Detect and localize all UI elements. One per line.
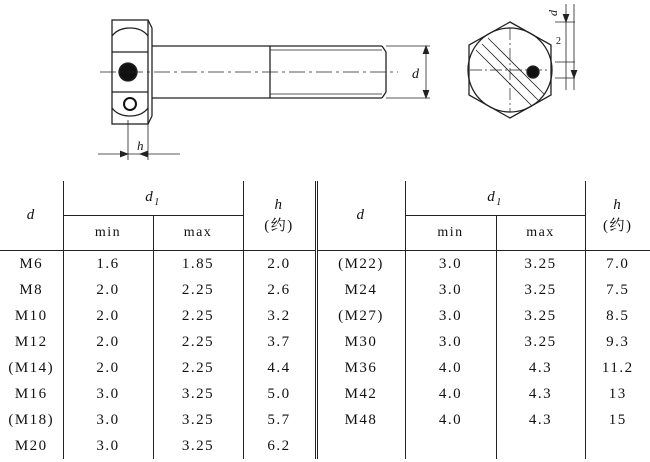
cell-d <box>316 433 405 459</box>
table-row <box>0 251 650 278</box>
header-h-right: h (约) <box>585 181 650 251</box>
cell-h <box>585 433 650 459</box>
cell-max: 4.3 <box>496 355 585 381</box>
cell-h: 5.7 <box>243 407 316 433</box>
bolt-end-view <box>468 22 552 118</box>
cell-h: 2.6 <box>243 277 316 303</box>
table-row <box>0 381 650 407</box>
cell-min: 3.0 <box>405 329 496 355</box>
cell-max: 3.25 <box>496 277 585 303</box>
cell-max <box>496 433 585 459</box>
cell-min: 3.0 <box>405 277 496 303</box>
cell-min: 4.0 <box>405 381 496 407</box>
header-d1: $d_1$ <box>63 181 243 216</box>
cell-d: M36 <box>316 355 405 381</box>
cell-d: (M18) <box>8 411 55 428</box>
header-max: max <box>153 216 243 251</box>
dimension-table <box>0 181 650 459</box>
cell-max: 3.25 <box>153 433 243 459</box>
table-row <box>0 277 650 303</box>
table-row <box>0 303 650 329</box>
table-row <box>0 329 650 355</box>
cell-h: 3.7 <box>243 329 316 355</box>
cell-min: 3.0 <box>405 251 496 278</box>
cell-min: 2.0 <box>63 277 153 303</box>
cell-max: 2.25 <box>153 355 243 381</box>
dim-d-label: d <box>412 67 419 82</box>
header-d-right: d <box>316 181 405 251</box>
header-h: h (约) <box>243 181 316 251</box>
cell-max: 3.25 <box>496 329 585 355</box>
cell-d: M48 <box>316 407 405 433</box>
cell-d: (M22) <box>316 251 405 278</box>
cell-max: 3.25 <box>496 251 585 278</box>
cell-d: M8 <box>19 281 44 298</box>
cell-min: 3.0 <box>405 303 496 329</box>
cross-hole-lower <box>124 98 136 110</box>
cell-max: 2.25 <box>153 277 243 303</box>
cell-max: 4.3 <box>496 407 585 433</box>
table-row <box>0 355 650 381</box>
cell-min: 2.0 <box>63 329 153 355</box>
cell-h: 15 <box>585 407 650 433</box>
header-min: min <box>63 216 153 251</box>
cell-max: 2.25 <box>153 329 243 355</box>
cell-min: 3.0 <box>63 433 153 459</box>
cell-max: 4.3 <box>496 381 585 407</box>
cell-max: 3.25 <box>496 303 585 329</box>
dim-2-label: 2 <box>556 36 561 47</box>
cell-h: 9.3 <box>585 329 650 355</box>
bolt-drawing <box>0 0 650 168</box>
cell-max: 3.25 <box>153 407 243 433</box>
cell-h: 5.0 <box>243 381 316 407</box>
cell-h: 7.0 <box>585 251 650 278</box>
cell-h: 4.4 <box>243 355 316 381</box>
cell-d: (M27) <box>316 303 405 329</box>
cell-h: 7.5 <box>585 277 650 303</box>
cell-d: (M14) <box>8 359 55 376</box>
cell-h: 6.2 <box>243 433 316 459</box>
cell-max: 3.25 <box>153 381 243 407</box>
cell-d: M20 <box>14 437 48 454</box>
cell-d: M30 <box>316 329 405 355</box>
header-d1-right: $d_1$ <box>405 181 585 216</box>
cell-h: 8.5 <box>585 303 650 329</box>
cell-min: 4.0 <box>405 407 496 433</box>
cell-h: 11.2 <box>585 355 650 381</box>
dim-h-label: h <box>137 138 144 153</box>
cell-h: 3.2 <box>243 303 316 329</box>
cell-d: M6 <box>19 255 44 272</box>
cell-d: M16 <box>14 385 48 402</box>
cell-h: 13 <box>585 381 650 407</box>
cell-d: M10 <box>14 307 48 324</box>
cell-max: 1.85 <box>153 251 243 278</box>
cell-d: M12 <box>14 333 48 350</box>
cell-min <box>405 433 496 459</box>
table-row <box>0 407 650 433</box>
cell-min: 2.0 <box>63 355 153 381</box>
cell-d: M24 <box>316 277 405 303</box>
cell-min: 2.0 <box>63 303 153 329</box>
cell-min: 3.0 <box>63 381 153 407</box>
cell-max: 2.25 <box>153 303 243 329</box>
cell-h: 2.0 <box>243 251 316 278</box>
dim-d-end-label: d <box>546 10 560 16</box>
cell-d: M42 <box>316 381 405 407</box>
cell-min: 1.6 <box>63 251 153 278</box>
header-max-right: max <box>496 216 585 251</box>
header-min-right: min <box>405 216 496 251</box>
cell-min: 4.0 <box>405 355 496 381</box>
header-d: d <box>26 207 36 223</box>
table-row <box>0 433 650 459</box>
cell-min: 3.0 <box>63 407 153 433</box>
